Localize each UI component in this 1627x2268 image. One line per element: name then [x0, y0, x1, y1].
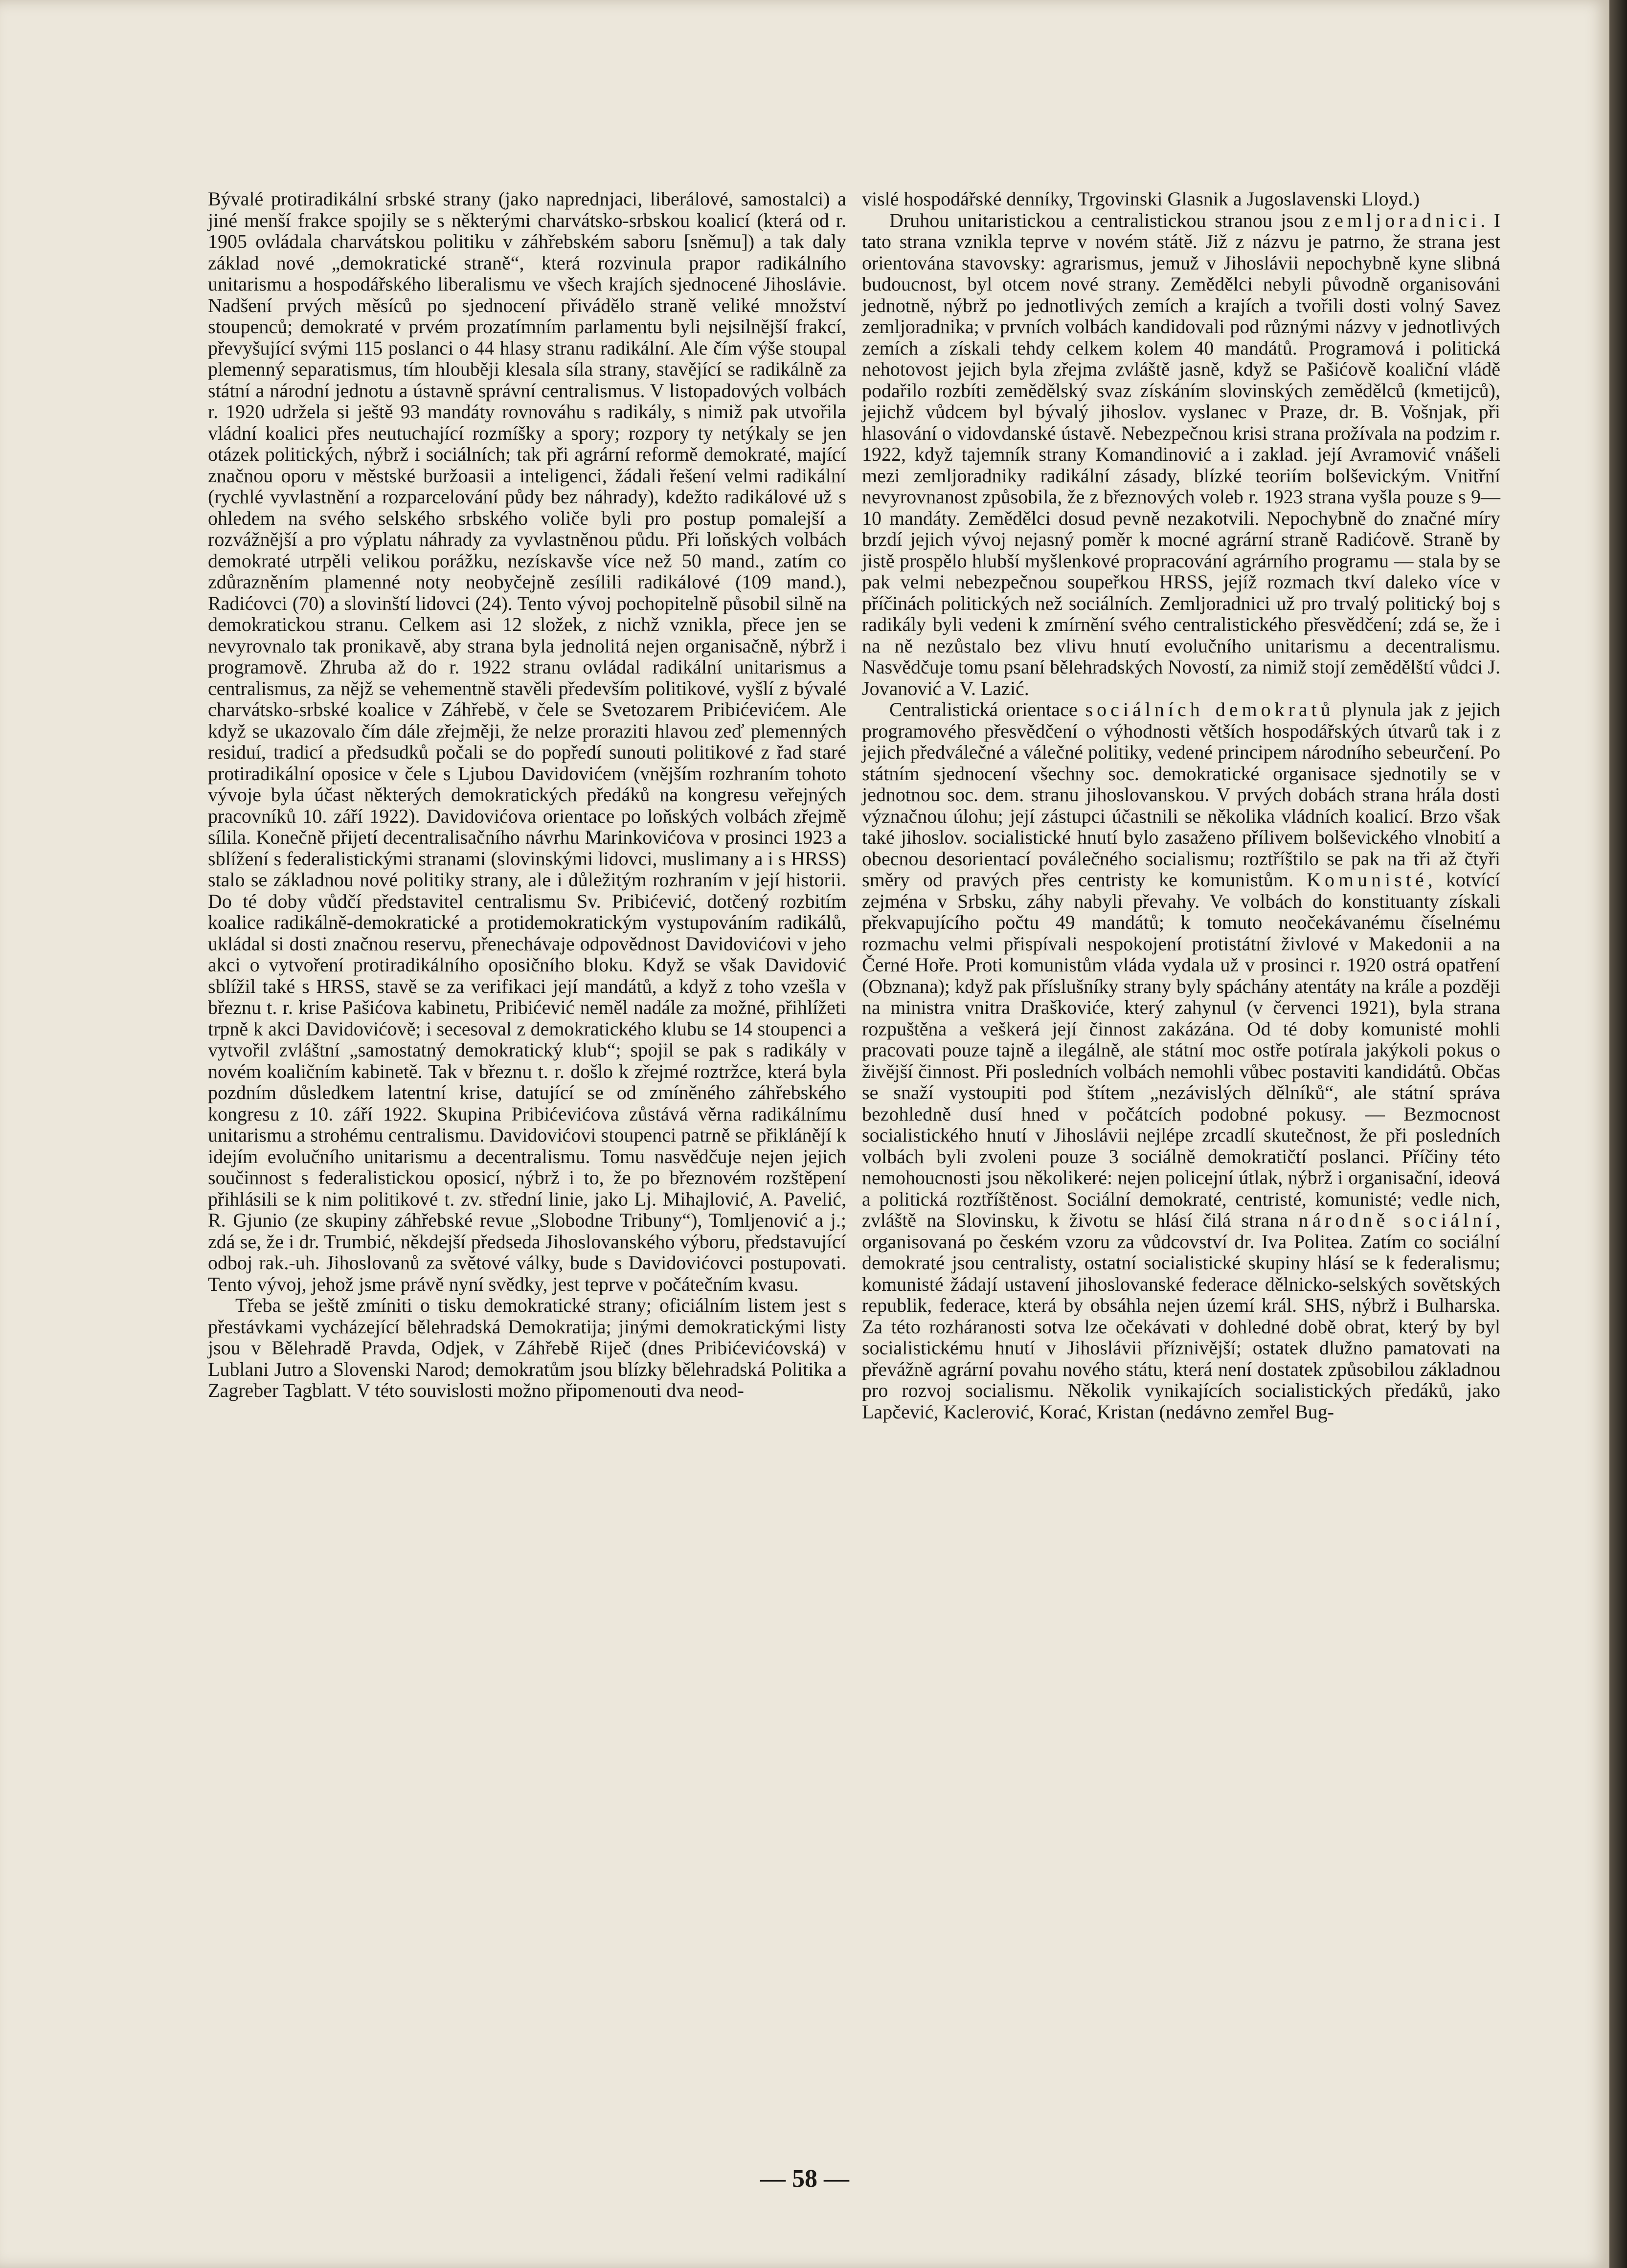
paragraph: vislé hospodářské denníky, Trgovinski Glasnik a Jugoslavenski Lloyd.) [862, 188, 1420, 210]
right-column [862, 188, 1500, 1422]
text-run: . I tato strana vznikla teprve v novém státě. Již z názvu je patrno, že strana jest orientována stavovsky: agrarismus, jemuž v Jihoslávii nepochybně kyne slibná budoucnost, byl otcem nové strany. Zemědělci nebyli původně organisováni jednotně, nýbrž po jednotlivých zemích a krajích a tvořili dosti volný Savez zemljoradnika; v prvních volbách kandidovali pod různými názvy v jednotlivých zemích a získali tehdy celkem kolem 40 mandátů. Programová i politická nehotovost jejich byla zřejma zvláště jasně, když se Pašićově koaliční vládě podařilo rozbíti zemědělský svaz získáním slovinských zemědělců (kmetijců), jejichž vůdcem byl bývalý jihoslov. vyslanec v Praze, dr. B. Vošnjak, při hlasování o vidovdanské ústavě. Nebezpečnou krisi strana prožívala na podzim r. 1922, když tajemník strany Komandinović a i zaklad. její Avramović vnášeli mezi zemljoradniky radikální zásady, blízké teoriím bolševickým. Vnitřní nevyrovnanost způsobila, že z březnových voleb r. 1923 strana vyšla pouze s 9—10 mandáty. Zemědělci dosud pevně nezakotvili. Nepochybně do značné míry brzdí jejich vývoj nejasný poměr k mocné agrární straně Radićově. Straně by jistě prospělo hlubší myšlenkové propracování agrárního programu — stala by se pak velmi nebezpečnou soupeřkou HRSS, jejíž rozmach tkví daleko více v příčinách politických než sociálních. Zemljoradnici už pro trvalý politický boj s radikály byli vedeni k zmírnění svého centralistického přesvědčení; zdá se, že i na ně nezůstalo bez vlivu hnutí evolučního unitarismu a decentralismu. Nasvědčuje tomu psaní bělehradských Novostí, za nimiž stojí zemědělští vůdci J. Jovanović a V. Lazić. [862, 209, 1500, 699]
paragraph: Bývalé protiradikální srbské strany (jako naprednjaci, liberálové, samostalci) a jiné menší frakce spojily se s některými charvátsko-srbskou koalicí (která od r. 1905 ovládala charvátskou politiku v záhřebském saboru [sněmu]) a tak daly základ nové „demokratické straně“, která rozvinula prapor radikálního unitarismu a hospodářského liberalismu ve všech krajích sjednocené Jihoslávie. Nadšení prvých měsíců po sjednocení přivádělo straně veliké množství stoupenců; demokraté v prvém prozatímním parlamentu byli nejsilnější frakcí, převyšující svými 115 poslanci o 44 hlasy stranu radikální. Ale čím výše stoupal plemenný separatismus, tím hlouběji klesala síla strany, stavějící se radikálně za státní a národní jednotu a ústavně správní centralismus. V listopadových volbách r. 1920 udržela si ještě 93 mandáty rovnováhu s radikály, s nimiž pak utvořila vládní koalici přes neutuchající rozmíšky a spory; rozpory ty netýkaly se jen otázek politických, nýbrž i sociálních; tak při agrární reformě demokraté, mající značnou oporu v městské buržoasii a inteligenci, žádali řešení velmi radikální (rychlé vyvlastnění a rozparcelování půdy bez náhrady), kdežto radikálové už s ohledem na svého selského srbského voliče byli pro postup pomalejší a rozvážnější a pro výplatu náhrady za vyvlastněnou půdu. Při loňských volbách demokraté utrpěli velikou porážku, nezískavše více než 50 mand., zatím co zdůrazněním plamenné noty neobyčejně zesílili radikálové (109 mand.), Radićovci (70) a slovinští lidovci (24). Tento vývoj pochopitelně působil silně na demokratickou stranu. Celkem asi 12 složek, z nichž vznikla, přece jen se nevyrovnalo tak pronikavě, aby strana byla jednolitá nejen organisačně, nýbrž i programově. Zhruba až do r. 1922 stranu ovládal radikální unitarismus a centralismus, za nějž se vehementně stavěli především politikové, vyšlí z bývalé charvátsko-srbské koalice v Záhřebě, v čele se Svetozarem Pribićevićem. Ale když se ukazovalo čím dále zřejměji, že nelze proraziti hlavou zeď plemenných residuí, tradicí a předsudků počali se do popředí sunouti politikové z řad staré protiradikální oposice v čele s Ljubou Davidovićem (vnějším rozhraním tohoto vývoje byla účast některých demokratických předáků na kongresu veřejných pracovníků 10. září 1922). Davidovićova orientace po loňských volbách zřejmě sílila. Konečně přijetí decentralisačního návrhu Marinkovićova v prosinci 1923 a sblížení s federalistickými stranami (slovinskými lidovci, muslimany a i s HRSS) stalo se základnou nové politiky strany, ale i důležitým rozhraním v její historii. Do té doby vůdčí představitel centralismu Sv. Pribićević, dotčený rozbitím koalice radikálně-demokratické a protidemokratickým vystupováním radikálů, ukládal si dosti značnou reservu, přenechávaje odpovědnost Davidovićovi v jeho akci o vytvoření protiradikálního oposičního bloku. Když se však Davidović sblížil také s HRSS, stavě se za verifikaci její mandátů, a když z toho vzešla v březnu t. r. krise Pašićova kabinetu, Pribićević neměl nadále za možné, přihlížeti trpně k akci Davidovićově; i secesoval z demokratického klubu se 14 stoupenci a vytvořil zvláštní „samostatný demokratický klub“; spojil se pak s radikály v novém koaličním kabinetě. Tak v březnu t. r. došlo k zřejmé roztržce, která byla pozdním důsledkem latentní krise, datující se od zmíněného záhřebského kongresu z 10. září 1922. Skupina Pribićevićova zůstává věrna radikálnímu unitarismu a strohému centralismu. Davidovićovi stoupenci patrně se přiklánějí k idejím evolučního unitarismu a decentralismu. Tomu nasvědčuje nejen jejich součinnost s federalistickou oposicí, nýbrž i to, že po březnovém rozštěpení přihlásili se k nim politikové t. zv. střední linie, jako Lj. Mihajlović, A. Pavelić, R. Gjunio (ze skupiny záhřebské revue „Slobodne Tribuny“), Tomljenović a j.; zdá se, že i dr. Trumbić, někdejší předseda Jihoslovanského výboru, představující odboj rak.-uh. Jihoslovanů za světové války, bude s Davidovićovci postupovati. Tento vývoj, jehož jsme právě nyní svědky, jest teprve v počátečním kvasu. [208, 188, 846, 1295]
paragraph [862, 699, 1500, 1422]
text-run: plynula jak z jejich programového přesvědčení o výhodnosti větších hospodářských útvarů tak i z jejich předválečné a válečné politiky, vedené principem národního sebeurčení. Po státním sjednocení všechny soc. demokratické organisace sjednotily se v jednotnou soc. dem. stranu jihoslovanskou. V prvých dobách strana hrála dosti význačnou úlohu; její zástupci účastnili se několika vládních koalicí. Brzo však také jihoslov. socialistické hnutí bylo zasaženo přílivem bolševického vlnobití a obecnou desorientací poválečného socialismu; roztříštilo se pak na tři až čtyři směry od pravých přes centristy ke komunistům. [862, 698, 1500, 891]
text-run: Centralistická orientace [889, 698, 1085, 720]
left-column [208, 188, 846, 1401]
emphasized-term: zemljoradnici [1322, 209, 1481, 231]
page-number: — 58 — [760, 2165, 849, 2193]
text-run: , organisovaná po českém vzoru za vůdcovství dr. Iva Politea. Zatím co sociální demokraté jsou centralisty, ostatní socialistické skupiny hlásí se k federalismu; komunisté žádají ustavení jihoslovanské federace dělnicko-selských sovětských republik, federace, která by obsáhla nejen území král. SHS, nýbrž i Bulharska. Za této rozháranosti sotva lze očekávati v dohledné době obrat, který by byl socialistickému hnutí v Jihoslávii příznivější; ostatek dlužno pamatovati na převážně agrární povahu nového státu, která není dostatek způsobilou základnou pro rozvoj socialismu. Několik vynikajících socialistických předáků, jako Lapčević, Kaclerović, Korać, Kristan (nedávno zemřel Bug- [862, 1209, 1500, 1423]
emphasized-term: Komunisté [1307, 869, 1428, 891]
text-run: Druhou unitaristickou a centralistickou stranou jsou [889, 209, 1322, 231]
paragraph [862, 210, 1500, 699]
text-run: , kotvící zejména v Srbsku, záhy nabyli převahy. Ve volbách do konstituanty získali překvapujícího počtu 49 mandátů; k tomuto neočekávanému číselnému rozmachu velmi přispívali nespokojení protistátní živlové v Makedonii a na Černé Hoře. Proti komunistům vláda vydala už v prosinci r. 1920 ostrá opatření (Obznana); když pak příslušníky strany byly spáchány atentáty na krále a později na ministra vnitra Draškoviće, který zahynul (v červenci 1921), byla strana rozpuštěna a veškerá její činnost zakázána. Od té doby komunisté mohli pracovati pouze tajně a ilegálně, ale státní moc ostře potírala jakýkoli pokus o živější činnost. Při posledních volbách nemohli vůbec postaviti kandidátů. Občas se snaží vystoupiti pod štítem „nezávislých dělníků“, ale státní správa bezohledně dusí hned v počátcích podobné pokusy. — Bezmocnost socialistického hnutí v Jihoslávii nejlépe zrcadlí skutečnost, že při posledních volbách byli zvoleni pouze 3 sociálně demokratičtí poslanci. Příčiny této nemohoucnosti jsou několikeré: nejen policejní útlak, nýbrž i organisační, ideová a politická roztříštěnost. Sociální demokraté, centristé, komunisté; vedle nich, zvláště na Slovinsku, k životu se hlásí čilá strana [862, 869, 1500, 1231]
emphasized-term: sociálních demokratů [1085, 698, 1334, 720]
emphasized-term: národně sociální [1298, 1209, 1495, 1231]
paragraph: Třeba se ještě zmíniti o tisku demokratické strany; oficiálním listem jest s přestávkami vycházející bělehradská Demokratija; jinými demokratickými listy jsou v Bělehradě Pravda, Odjek, v Záhřebě Riječ (dnes Pribićevićovská) v Lublani Jutro a Slovenski Narod; demokratům jsou blízky bělehradská Politika a Zagreber Tagblatt. V této souvislosti možno připomenouti dva neod- [208, 1294, 846, 1401]
book-binding-edge [1609, 0, 1627, 2268]
